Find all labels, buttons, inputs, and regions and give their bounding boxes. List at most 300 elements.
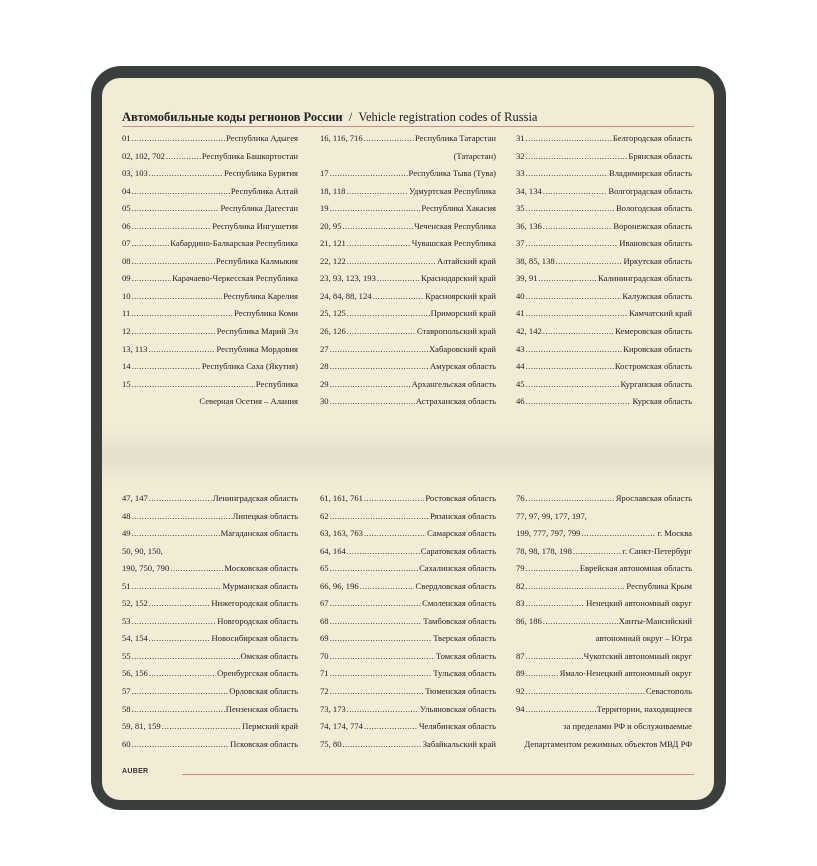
leader-dots xyxy=(360,578,415,596)
region-code: 12 xyxy=(122,326,131,337)
region-entry xyxy=(516,525,692,543)
region-name: Республика Крым xyxy=(626,580,692,591)
region-entry xyxy=(516,613,692,631)
region-code: 66, 96, 196 xyxy=(320,580,359,591)
page-title xyxy=(122,108,694,126)
region-code: 83 xyxy=(516,598,525,609)
region-code: 26, 126 xyxy=(320,326,346,337)
region-name: Камчатский край xyxy=(629,308,692,319)
region-entry xyxy=(320,665,496,683)
region-code: 40 xyxy=(516,290,525,301)
region-name: Калининградская область xyxy=(597,273,692,284)
notebook-page xyxy=(102,78,714,800)
leader-dots xyxy=(346,183,408,201)
region-entry xyxy=(122,305,298,323)
leader-dots xyxy=(347,543,420,561)
region-entry xyxy=(320,358,496,376)
leader-dots xyxy=(132,253,215,271)
region-name: Брянская область xyxy=(628,150,692,161)
region-code: 43 xyxy=(516,343,525,354)
region-code: 60 xyxy=(122,738,131,749)
region-entry xyxy=(122,341,298,359)
region-entry xyxy=(516,288,692,306)
region-entry xyxy=(122,613,298,631)
region-code: 44 xyxy=(516,361,525,372)
region-name: Республика Мордовия xyxy=(216,343,298,354)
region-entry xyxy=(320,648,496,666)
region-entry xyxy=(320,270,496,288)
region-entry xyxy=(320,508,496,526)
leader-dots xyxy=(364,490,424,508)
region-name: Тверская область xyxy=(433,633,496,644)
region-name: Ростовская область xyxy=(425,493,496,503)
region-code: 31 xyxy=(516,133,525,143)
region-name: Забайкальский край xyxy=(422,738,496,749)
region-code: 37 xyxy=(516,238,525,249)
region-name: Республика Алтай xyxy=(230,185,298,196)
title-russian: Автомобильные коды регионов России xyxy=(122,110,343,124)
region-code: 61, 161, 761 xyxy=(320,493,363,503)
leader-dots xyxy=(148,341,215,359)
region-code: 03, 103 xyxy=(122,168,148,179)
region-code: 199, 777, 797, 799 xyxy=(516,528,581,539)
region-entry xyxy=(122,183,298,201)
region-name: Сахалинская область xyxy=(419,563,496,574)
region-code: 02, 102, 702 xyxy=(122,150,165,161)
region-entry xyxy=(122,736,298,754)
region-name: Ненецкий автономный округ xyxy=(586,598,692,609)
leader-dots xyxy=(149,595,211,613)
region-name: Пензенская область xyxy=(225,703,298,714)
region-name: Северная Осетия – Алания xyxy=(199,396,298,407)
region-code: 08 xyxy=(122,255,131,266)
region-name: Республика Саха (Якутия) xyxy=(201,361,298,372)
region-name: Ямало-Ненецкий автономный округ xyxy=(559,668,692,679)
leader-dots xyxy=(581,525,656,543)
region-name: Новгородская область xyxy=(217,615,298,626)
region-entry xyxy=(320,736,496,754)
leader-dots xyxy=(330,358,429,376)
leader-dots xyxy=(526,683,645,701)
region-entry xyxy=(516,578,692,596)
region-entry xyxy=(516,543,692,561)
leader-dots xyxy=(364,525,426,543)
region-name: Ульяновская область xyxy=(420,703,496,714)
region-entry xyxy=(122,701,298,719)
region-name: Рязанская область xyxy=(429,510,496,521)
region-entry xyxy=(320,683,496,701)
leader-dots xyxy=(526,490,615,508)
region-name: Республика Бурятия xyxy=(224,168,298,179)
region-entry xyxy=(122,665,298,683)
region-code: 59, 81, 159 xyxy=(122,721,161,732)
region-entry xyxy=(516,235,692,253)
region-code: 39, 91 xyxy=(516,273,538,284)
leader-dots xyxy=(526,560,579,578)
region-code: 76 xyxy=(516,493,525,503)
region-entry xyxy=(122,578,298,596)
code-continuation xyxy=(122,543,298,561)
region-code: 54, 154 xyxy=(122,633,148,644)
leader-dots xyxy=(347,253,436,271)
region-name: Псковская область xyxy=(230,738,298,749)
region-code: 42, 142 xyxy=(516,326,542,337)
top-column-3 xyxy=(516,130,692,411)
region-code: 87 xyxy=(516,650,525,661)
region-code: 29 xyxy=(320,378,329,389)
leader-dots xyxy=(132,288,223,306)
region-code: 30 xyxy=(320,396,329,407)
region-name: Красноярский край xyxy=(425,290,496,301)
region-entry xyxy=(320,630,496,648)
leader-dots xyxy=(526,341,623,359)
region-name: Ленинградская область xyxy=(212,493,298,503)
region-name: Томская область xyxy=(436,650,496,661)
region-code: 32 xyxy=(516,150,525,161)
leader-dots xyxy=(132,508,232,526)
region-code: 67 xyxy=(320,598,329,609)
region-code: 71 xyxy=(320,668,329,679)
region-name: Ханты-Мансийский xyxy=(618,615,692,626)
region-entry xyxy=(122,508,298,526)
region-entry xyxy=(320,323,496,341)
leader-dots xyxy=(526,358,614,376)
region-name: Нижегородская область xyxy=(211,598,298,609)
leader-dots xyxy=(149,490,212,508)
region-entry xyxy=(516,183,692,201)
leader-dots xyxy=(149,665,216,683)
leader-dots xyxy=(330,200,421,218)
region-code: 35 xyxy=(516,203,525,214)
region-code: 36, 136 xyxy=(516,220,542,231)
region-code: 33 xyxy=(516,168,525,179)
leader-dots xyxy=(364,718,418,736)
region-name: г. Москва xyxy=(657,528,692,539)
region-entry xyxy=(516,323,692,341)
leader-dots xyxy=(543,183,608,201)
region-code: 82 xyxy=(516,580,525,591)
region-entry xyxy=(122,630,298,648)
leader-dots xyxy=(330,648,435,666)
region-code: 55 xyxy=(122,650,131,661)
region-entry xyxy=(320,613,496,631)
region-entry xyxy=(516,218,692,236)
title-divider xyxy=(122,126,694,127)
region-code: 53 xyxy=(122,615,131,626)
region-code: 27 xyxy=(320,343,329,354)
region-name: Республика Марий Эл xyxy=(216,326,298,337)
region-entry xyxy=(516,305,692,323)
region-name: Республика Карелия xyxy=(223,290,298,301)
region-code: 21, 121 xyxy=(320,238,346,249)
leader-dots xyxy=(526,648,583,666)
region-code: 13, 113 xyxy=(122,343,148,354)
region-name: Челябинская область xyxy=(418,721,496,732)
region-code: 04 xyxy=(122,185,131,196)
region-name: Тульская область xyxy=(433,668,496,679)
leader-dots xyxy=(556,253,623,271)
region-name: Магаданская область xyxy=(220,528,298,539)
region-entry xyxy=(122,376,298,394)
region-name: Липецкая область xyxy=(232,510,298,521)
region-continuation xyxy=(516,736,692,754)
leader-dots xyxy=(526,305,629,323)
region-name: Московская область xyxy=(224,563,298,574)
page-fold xyxy=(102,428,714,484)
region-code: 14 xyxy=(122,361,131,372)
region-name: Смоленская область xyxy=(422,598,496,609)
region-name: Республика Тыва (Тува) xyxy=(408,168,496,179)
region-name: Чукотский автономный округ xyxy=(583,650,692,661)
leader-dots xyxy=(342,218,413,236)
region-entry xyxy=(122,525,298,543)
leader-dots xyxy=(538,270,596,288)
region-entry xyxy=(122,235,298,253)
region-entry xyxy=(320,305,496,323)
region-code: 23, 93, 123, 193 xyxy=(320,273,376,284)
region-name: Республика Хакасия xyxy=(421,203,496,214)
region-code: 77, 97, 99, 177, 197, xyxy=(516,510,587,521)
bottom-column-3 xyxy=(516,490,692,753)
region-entry xyxy=(320,578,496,596)
region-code: 51 xyxy=(122,580,131,591)
region-code: 68 xyxy=(320,615,329,626)
leader-dots xyxy=(132,683,229,701)
region-code: 19 xyxy=(320,203,329,214)
leader-dots xyxy=(132,578,222,596)
region-entry xyxy=(516,665,692,683)
region-code: 17 xyxy=(320,168,329,179)
region-code: 15 xyxy=(122,378,131,389)
region-continuation xyxy=(516,630,692,648)
region-code: 65 xyxy=(320,563,329,574)
footer-divider xyxy=(182,774,694,775)
code-continuation xyxy=(516,508,692,526)
region-code: 41 xyxy=(516,308,525,319)
region-entry xyxy=(320,393,496,411)
leader-dots xyxy=(526,165,608,183)
region-continuation xyxy=(516,718,692,736)
leader-dots xyxy=(132,701,225,719)
region-name: Курганская область xyxy=(620,378,692,389)
region-entry xyxy=(320,543,496,561)
leader-dots xyxy=(347,305,430,323)
leader-dots xyxy=(526,235,619,253)
leader-dots xyxy=(132,736,230,754)
region-name: Новосибирская область xyxy=(211,633,298,644)
region-code: 16, 116, 716 xyxy=(320,133,363,143)
region-name: Кабардино-Балкарская Республика xyxy=(170,238,298,249)
leader-dots xyxy=(526,130,612,148)
bottom-column-2 xyxy=(320,490,496,753)
region-name: Самарская область xyxy=(427,528,496,539)
region-name: Свердловская область xyxy=(415,580,496,591)
region-name: Оренбургская область xyxy=(217,668,298,679)
region-name: Владимирская область xyxy=(609,168,692,179)
leader-dots xyxy=(373,288,425,306)
region-name: Калужская область xyxy=(622,290,692,301)
region-entry xyxy=(320,341,496,359)
leader-dots xyxy=(347,701,419,719)
leader-dots xyxy=(132,376,255,394)
region-name: Костромская область xyxy=(614,361,692,372)
region-entry xyxy=(122,358,298,376)
region-name: Республика xyxy=(255,378,298,389)
leader-dots xyxy=(543,218,613,236)
region-entry xyxy=(320,490,496,508)
region-entry xyxy=(320,376,496,394)
leader-dots xyxy=(132,613,217,631)
leader-dots xyxy=(132,130,226,148)
region-entry xyxy=(320,701,496,719)
region-name: Иркутская область xyxy=(623,255,692,266)
region-entry xyxy=(516,701,692,719)
region-code: 46 xyxy=(516,396,525,407)
region-code: 70 xyxy=(320,650,329,661)
region-code: 50, 90, 150, xyxy=(122,545,163,556)
region-entry xyxy=(516,393,692,411)
region-entry xyxy=(320,718,496,736)
leader-dots xyxy=(526,393,632,411)
region-code: 10 xyxy=(122,290,131,301)
region-code: 56, 156 xyxy=(122,668,148,679)
region-name: Территории, находящиеся xyxy=(596,703,692,714)
leader-dots xyxy=(543,323,614,341)
region-entry xyxy=(516,560,692,578)
region-name: Белгородская область xyxy=(612,133,692,143)
leader-dots xyxy=(330,613,423,631)
title-separator: / xyxy=(348,110,353,124)
region-name: Республика Дагестан xyxy=(220,203,298,214)
region-code: 73, 173 xyxy=(320,703,346,714)
leader-dots xyxy=(170,560,223,578)
region-name: Приморский край xyxy=(430,308,496,319)
region-entry xyxy=(516,341,692,359)
leader-dots xyxy=(526,376,620,394)
region-name: Алтайский край xyxy=(437,255,496,266)
region-entry xyxy=(320,288,496,306)
brand-logo: AUBER xyxy=(122,768,149,775)
leader-dots xyxy=(132,323,216,341)
region-entry xyxy=(122,490,298,508)
leader-dots xyxy=(526,701,596,719)
leader-dots xyxy=(132,525,220,543)
region-code: 48 xyxy=(122,510,131,521)
leader-dots xyxy=(132,235,170,253)
region-name: Пермский край xyxy=(242,721,298,732)
region-entry xyxy=(516,358,692,376)
region-code: 52, 152 xyxy=(122,598,148,609)
leader-dots xyxy=(526,578,626,596)
top-column-1 xyxy=(122,130,298,411)
region-code: 86, 186 xyxy=(516,615,542,626)
region-entry xyxy=(122,130,298,148)
region-code: 63, 163, 763 xyxy=(320,528,363,539)
region-entry xyxy=(122,148,298,166)
region-name: Архангельская область xyxy=(411,378,496,389)
region-name: Мурманская область xyxy=(222,580,298,591)
region-entry xyxy=(320,165,496,183)
region-continuation xyxy=(122,393,298,411)
region-code: 62 xyxy=(320,510,329,521)
region-continuation xyxy=(320,148,496,166)
region-entry xyxy=(122,595,298,613)
region-name: Республика Башкортостан xyxy=(201,150,298,161)
region-entry xyxy=(516,683,692,701)
leader-dots xyxy=(330,393,415,411)
leader-dots xyxy=(330,341,428,359)
region-name: Орловская область xyxy=(229,686,298,697)
region-code: 89 xyxy=(516,668,525,679)
region-code: 74, 174, 774 xyxy=(320,721,363,732)
region-entry xyxy=(320,253,496,271)
region-entry xyxy=(516,165,692,183)
region-name: Тюменская область xyxy=(425,686,496,697)
region-name: Республика Калмыкия xyxy=(215,255,298,266)
region-entry xyxy=(122,218,298,236)
region-code: 190, 750, 790 xyxy=(122,563,170,574)
region-code: 92 xyxy=(516,686,525,697)
bottom-column-1 xyxy=(122,490,298,753)
region-code: 69 xyxy=(320,633,329,644)
region-name: Воронежская область xyxy=(613,220,692,231)
region-entry xyxy=(320,525,496,543)
region-code: 75, 80 xyxy=(320,738,342,749)
leader-dots xyxy=(364,130,414,148)
region-name: Кемеровская область xyxy=(615,326,692,337)
region-entry xyxy=(320,235,496,253)
region-entry xyxy=(516,200,692,218)
region-name: Карачаево-Черкесская Республика xyxy=(172,273,298,284)
region-code: 64, 164 xyxy=(320,545,346,556)
region-code: 09 xyxy=(122,273,131,284)
region-entry xyxy=(320,183,496,201)
leader-dots xyxy=(132,648,240,666)
leader-dots xyxy=(526,148,628,166)
region-code: 79 xyxy=(516,563,525,574)
leader-dots xyxy=(131,305,233,323)
leader-dots xyxy=(132,183,230,201)
region-name: Волгоградская область xyxy=(608,185,692,196)
region-entry xyxy=(122,683,298,701)
region-code: 22, 122 xyxy=(320,255,346,266)
leader-dots xyxy=(149,165,223,183)
region-entry xyxy=(516,490,692,508)
region-name: Ивановская область xyxy=(619,238,692,249)
region-entry xyxy=(516,253,692,271)
leader-dots xyxy=(330,665,433,683)
leader-dots xyxy=(342,736,421,754)
region-name: Севастополь xyxy=(645,686,692,697)
region-name: автономный округ – Югра xyxy=(595,633,692,644)
region-entry xyxy=(122,718,298,736)
region-name: Омская область xyxy=(240,650,298,661)
region-name: Тамбовская область xyxy=(423,615,496,626)
region-name: Вологодская область xyxy=(615,203,692,214)
leader-dots xyxy=(526,200,615,218)
region-name: Республика Ингушетия xyxy=(212,220,298,231)
region-code: 07 xyxy=(122,238,131,249)
region-name: Республика Татарстан xyxy=(414,133,496,143)
leader-dots xyxy=(573,543,621,561)
leader-dots xyxy=(330,683,425,701)
leader-dots xyxy=(330,508,429,526)
region-code: 34, 134 xyxy=(516,185,542,196)
region-code: 24, 84, 88, 124 xyxy=(320,290,372,301)
region-code: 58 xyxy=(122,703,131,714)
region-entry xyxy=(122,648,298,666)
region-entry xyxy=(320,200,496,218)
